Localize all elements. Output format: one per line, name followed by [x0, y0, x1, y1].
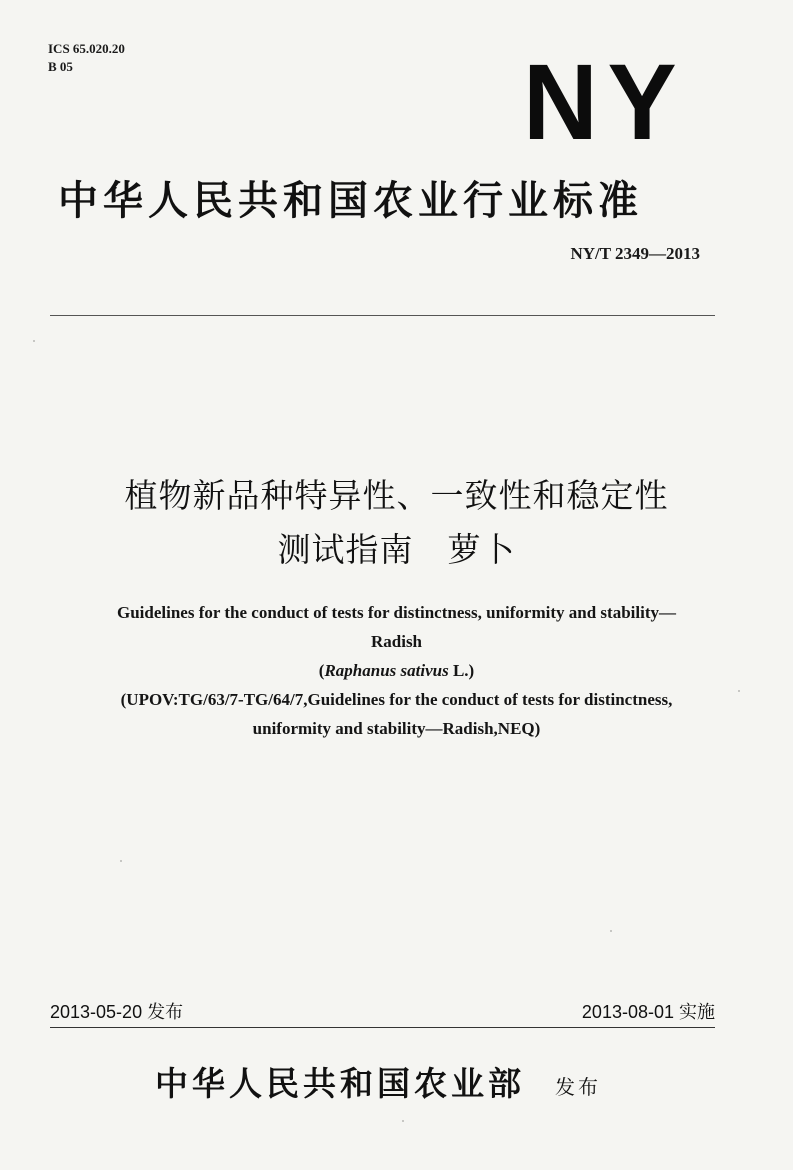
standard-type-title: 中华人民共和国农业行业标准	[58, 178, 643, 224]
english-title-line-4: (UPOV:TG/63/7-TG/64/7,Guidelines for the conduct of tests for distinctness,	[120, 690, 673, 709]
standard-number: NY/T 2349—2013	[570, 244, 700, 263]
issue-date: 2013-05-20 发布	[50, 1002, 184, 1022]
ccs-code: B 05	[48, 59, 73, 74]
species-open-paren: (	[318, 661, 325, 680]
ny-logo: NY	[523, 41, 687, 162]
english-title-line-1: Guidelines for the conduct of tests for distinctness, uniformity and stability—	[117, 603, 676, 622]
footer-divider	[50, 1027, 715, 1028]
paper-speck	[120, 860, 122, 862]
ics-code: ICS 65.020.20	[48, 41, 125, 56]
english-title-line-5: uniformity and stability—Radish,NEQ)	[252, 719, 541, 738]
paper-speck	[610, 930, 612, 932]
english-title-line-2: Radish	[370, 632, 423, 651]
species-author: L.)	[448, 661, 475, 680]
header-divider	[50, 315, 715, 316]
issuing-suffix: 发布	[555, 1075, 601, 1099]
issuing-ministry: 中华人民共和国农业部	[155, 1064, 525, 1103]
english-title	[30, 598, 763, 743]
classification-codes	[48, 40, 125, 76]
species-name: Raphanus sativus	[324, 661, 449, 680]
implementation-date: 2013-08-01 实施	[581, 1002, 715, 1022]
paper-speck	[402, 1120, 404, 1122]
chinese-title-line-2: 测试指南 萝卜	[277, 530, 516, 569]
paper-speck	[33, 340, 35, 342]
paper-speck	[738, 690, 740, 692]
english-title-line-3	[30, 656, 763, 685]
chinese-title-line-1: 植物新品种特异性、一致性和稳定性	[124, 476, 669, 515]
